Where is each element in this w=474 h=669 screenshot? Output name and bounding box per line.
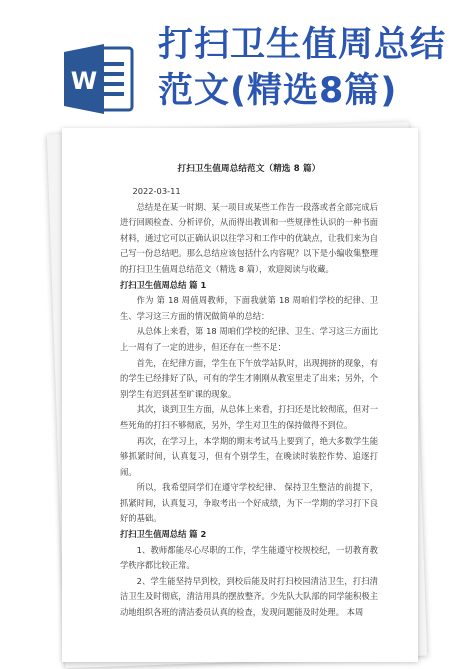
page-title: 打扫卫生值周总结范文（精选 8 篇） xyxy=(177,164,321,174)
section-1-paragraph-4: 其次，谈到卫生方面，从总体上来看，打扫还是比较彻底，但对一些死角的打扫不够彻底，另外，学生对卫生的保持做得不到位。 xyxy=(120,404,378,430)
section-2-paragraph-1: 1、教师都能尽心尽职的工作，学生能遵守校规校纪，一切教育教学秩序都比较正常。 xyxy=(120,544,378,571)
section-2-paragraph-2: 2、学生能坚持早到校，到校后能及时打扫校园清洁卫生，打扫清洁卫生及时彻底，清洁用具的摆放整齐。少先队大队部的同学能积极主动地组织各班的清洁委员认真的检查，发现问题能及时处理。 本周 xyxy=(120,575,378,618)
title-line-1: 打扫卫生值周总结 xyxy=(158,25,447,65)
document-heading xyxy=(158,22,458,114)
title-line-2: 范文(精选8篇) xyxy=(158,71,398,111)
intro-paragraph: 总结是在某一时期、某一项目或某些工作告一段落或者全部完成后进行回顾检查、分析评价，从而得出教训和一些规律性认识的一种书面材料，通过它可以正确认识以往学习和工作中的优缺点，让我们来为自己写一份总结吧。那么总结应该包括什么内容呢？以下是小编收集整理的打扫卫生值周总结范文（精选 8 篇），欢迎阅读与收藏。 xyxy=(120,201,378,274)
document-page xyxy=(62,128,418,662)
document-date: 2022-03-11 xyxy=(132,186,181,196)
svg-text:W: W xyxy=(70,67,98,95)
section-1-paragraph-6: 所以，我希望同学们在遵守学校纪律、 保持卫生整洁的前提下，抓紧时间，认真复习，争取考出一个好成绩，为下一学期的学习打下良好的基础。 xyxy=(120,482,378,524)
section-1-paragraph-2: 从总体上来看，第 18 周咱们学校的纪律、卫生、学习这三方面比上一周有了一定的进步，但还存在一些不足： xyxy=(120,326,378,352)
section-2-heading: 打扫卫生值周总结 篇 2 xyxy=(120,529,207,540)
section-1-heading: 打扫卫生值周总结 篇 1 xyxy=(120,279,207,290)
section-1-paragraph-1: 作为 第 18 周值周教师，下面我就第 18 周咱们学校的纪律、卫生、学习这三方面的情况做简单的总结： xyxy=(120,295,378,321)
section-1-paragraph-5: 再次，在学习上，本学期的期末考试马上要到了，绝大多数学生能够抓紧时间，认真复习，但有个别学生，在晚读时装腔作势、追逐打闹。 xyxy=(120,435,378,477)
word-document-icon xyxy=(64,40,136,118)
section-1-paragraph-3: 首先，在纪律方面，学生在下午放学站队时，出现拥挤的现象，有的学生已经排好了队，可有的学生才刚刚从教室里走了出来；另外，个别学生有迟到甚至旷课的现象。 xyxy=(120,357,378,399)
